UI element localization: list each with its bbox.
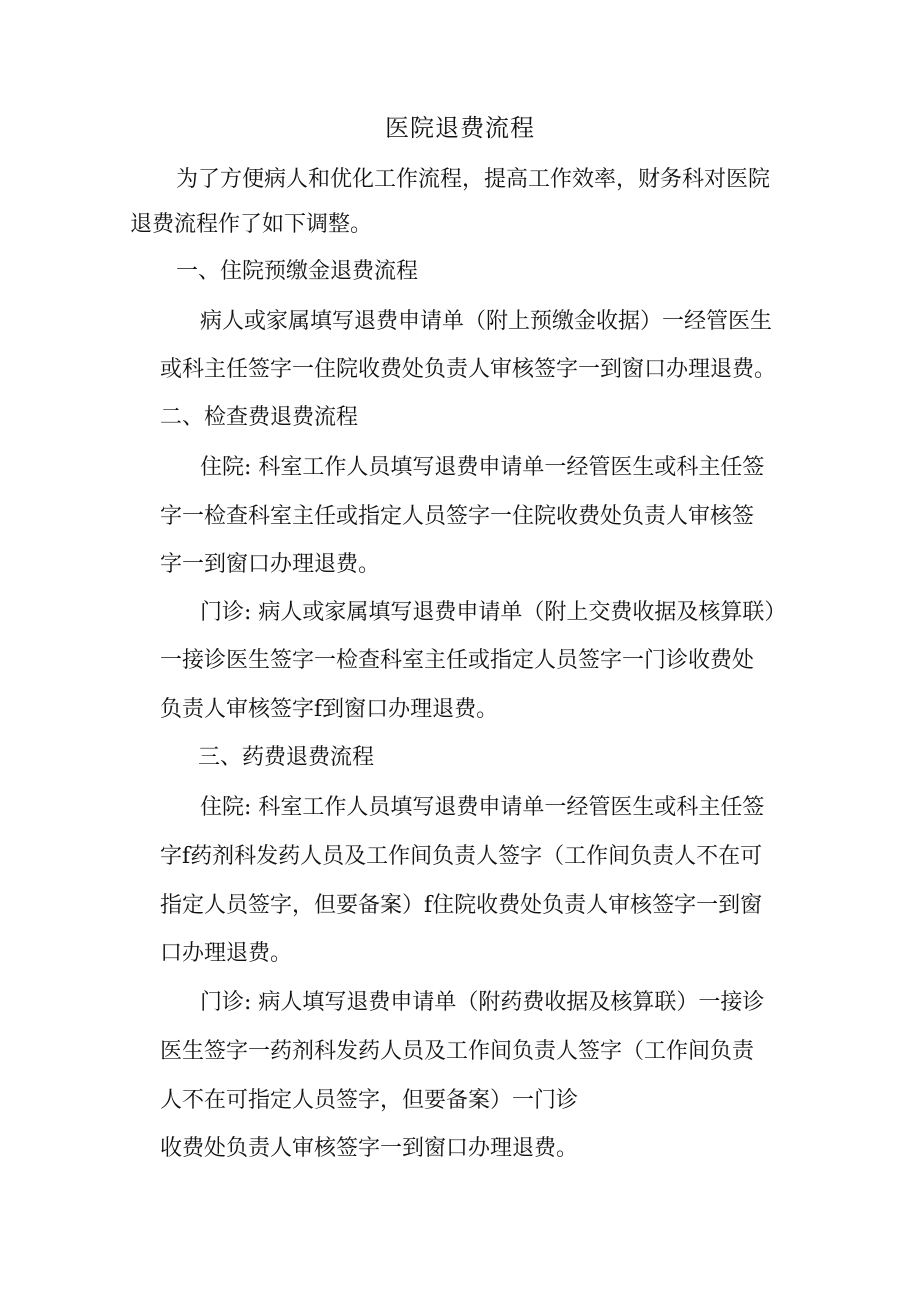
text-line-7: 住院: 科室工作人员填写退费申请单一经管医生或科主任签 xyxy=(200,455,765,480)
text-line-15: 字f药剂科发药人员及工作间负责人签字（工作间负责人不在可 xyxy=(160,844,763,869)
text-line-20: 人不在可指定人员签字，但要备案）一门诊 xyxy=(160,1088,579,1113)
text-line-17: 口办理退费。 xyxy=(160,941,293,966)
text-line-2: 退费流程作了如下调整。 xyxy=(130,212,373,237)
text-line-21: 收费处负责人审核签字一到窗口办理退费。 xyxy=(160,1136,579,1161)
text-line-19: 医生签字一药剂科发药人员及工作间负责人签字（工作间负责 xyxy=(160,1039,755,1064)
text-line-12: 负责人审核签字f到窗口办理退费。 xyxy=(160,697,499,722)
text-line-4: 病人或家属填写退费申请单（附上预缴金收据）一经管医生 xyxy=(200,309,773,334)
text-line-10: 门诊: 病人或家属填写退费申请单（附上交费收据及核算联） xyxy=(200,600,787,625)
section-heading-3: 三、药费退费流程 xyxy=(198,745,375,770)
text-line-11: 一接诊医生签字一检查科室主任或指定人员签字一门诊收费处 xyxy=(160,648,755,673)
text-line-8: 字一检查科室主任或指定人员签字一住院收费处负责人审核签 xyxy=(160,504,755,529)
section-heading-1: 一、住院预缴金退费流程 xyxy=(176,259,419,284)
section-heading-2: 二、检查费退费流程 xyxy=(160,405,359,430)
text-line-1: 为了方便病人和优化工作流程，提高工作效率，财务科对医院 xyxy=(176,167,771,192)
text-line-16: 指定人员签字，但要备案）f住院收费处负责人审核签字一到窗 xyxy=(160,893,763,918)
text-line-18: 门诊: 病人填写退费申请单（附药费收据及核算联）一接诊 xyxy=(200,990,765,1015)
page-title: 医院退费流程 xyxy=(385,114,535,142)
text-line-9: 字一到窗口办理退费。 xyxy=(160,552,381,577)
text-line-5: 或科主任签字一住院收费处负责人审核签字一到窗口办理退费。 xyxy=(160,357,777,382)
text-line-14: 住院: 科室工作人员填写退费申请单一经管医生或科主任签 xyxy=(200,795,765,820)
